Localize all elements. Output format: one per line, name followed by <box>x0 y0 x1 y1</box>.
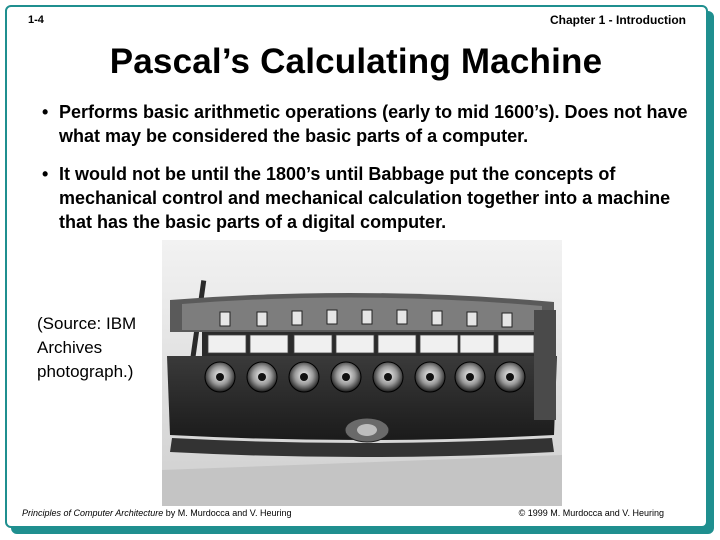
footer-credit <box>22 508 291 518</box>
bullet-text: Performs basic arithmetic operations (early to mid 1600’s). Does not have what may be considered the basic parts of a computer. <box>59 102 688 146</box>
slide-number: 1-4 <box>28 14 44 26</box>
pascaline-machine-image <box>162 240 562 506</box>
bullet-dot-icon: • <box>42 164 49 184</box>
bullet-list <box>42 100 692 248</box>
photo-caption <box>37 312 140 384</box>
chapter-label: Chapter 1 - Introduction <box>550 13 686 27</box>
bullet-item <box>42 100 692 148</box>
slide-title: Pascal’s Calculating Machine <box>109 42 603 81</box>
caption-line: Archives <box>37 338 103 357</box>
book-authors: by M. Murdocca and V. Heuring <box>163 508 292 518</box>
caption-line: photograph.) <box>37 362 134 381</box>
caption-line: (Source: IBM <box>37 314 137 333</box>
footer-copyright: © 1999 M. Murdocca and V. Heuring <box>518 508 664 518</box>
pascaline-photo <box>162 240 562 506</box>
bullet-dot-icon: • <box>42 102 49 122</box>
book-title: Principles of Computer Architecture <box>22 508 164 518</box>
bullet-item <box>42 162 692 234</box>
bullet-text: It would not be until the 1800’s until Babbage put the concepts of mechanical control and mechanical calculation together into a machine that has the basic parts of a digital computer. <box>59 164 671 232</box>
